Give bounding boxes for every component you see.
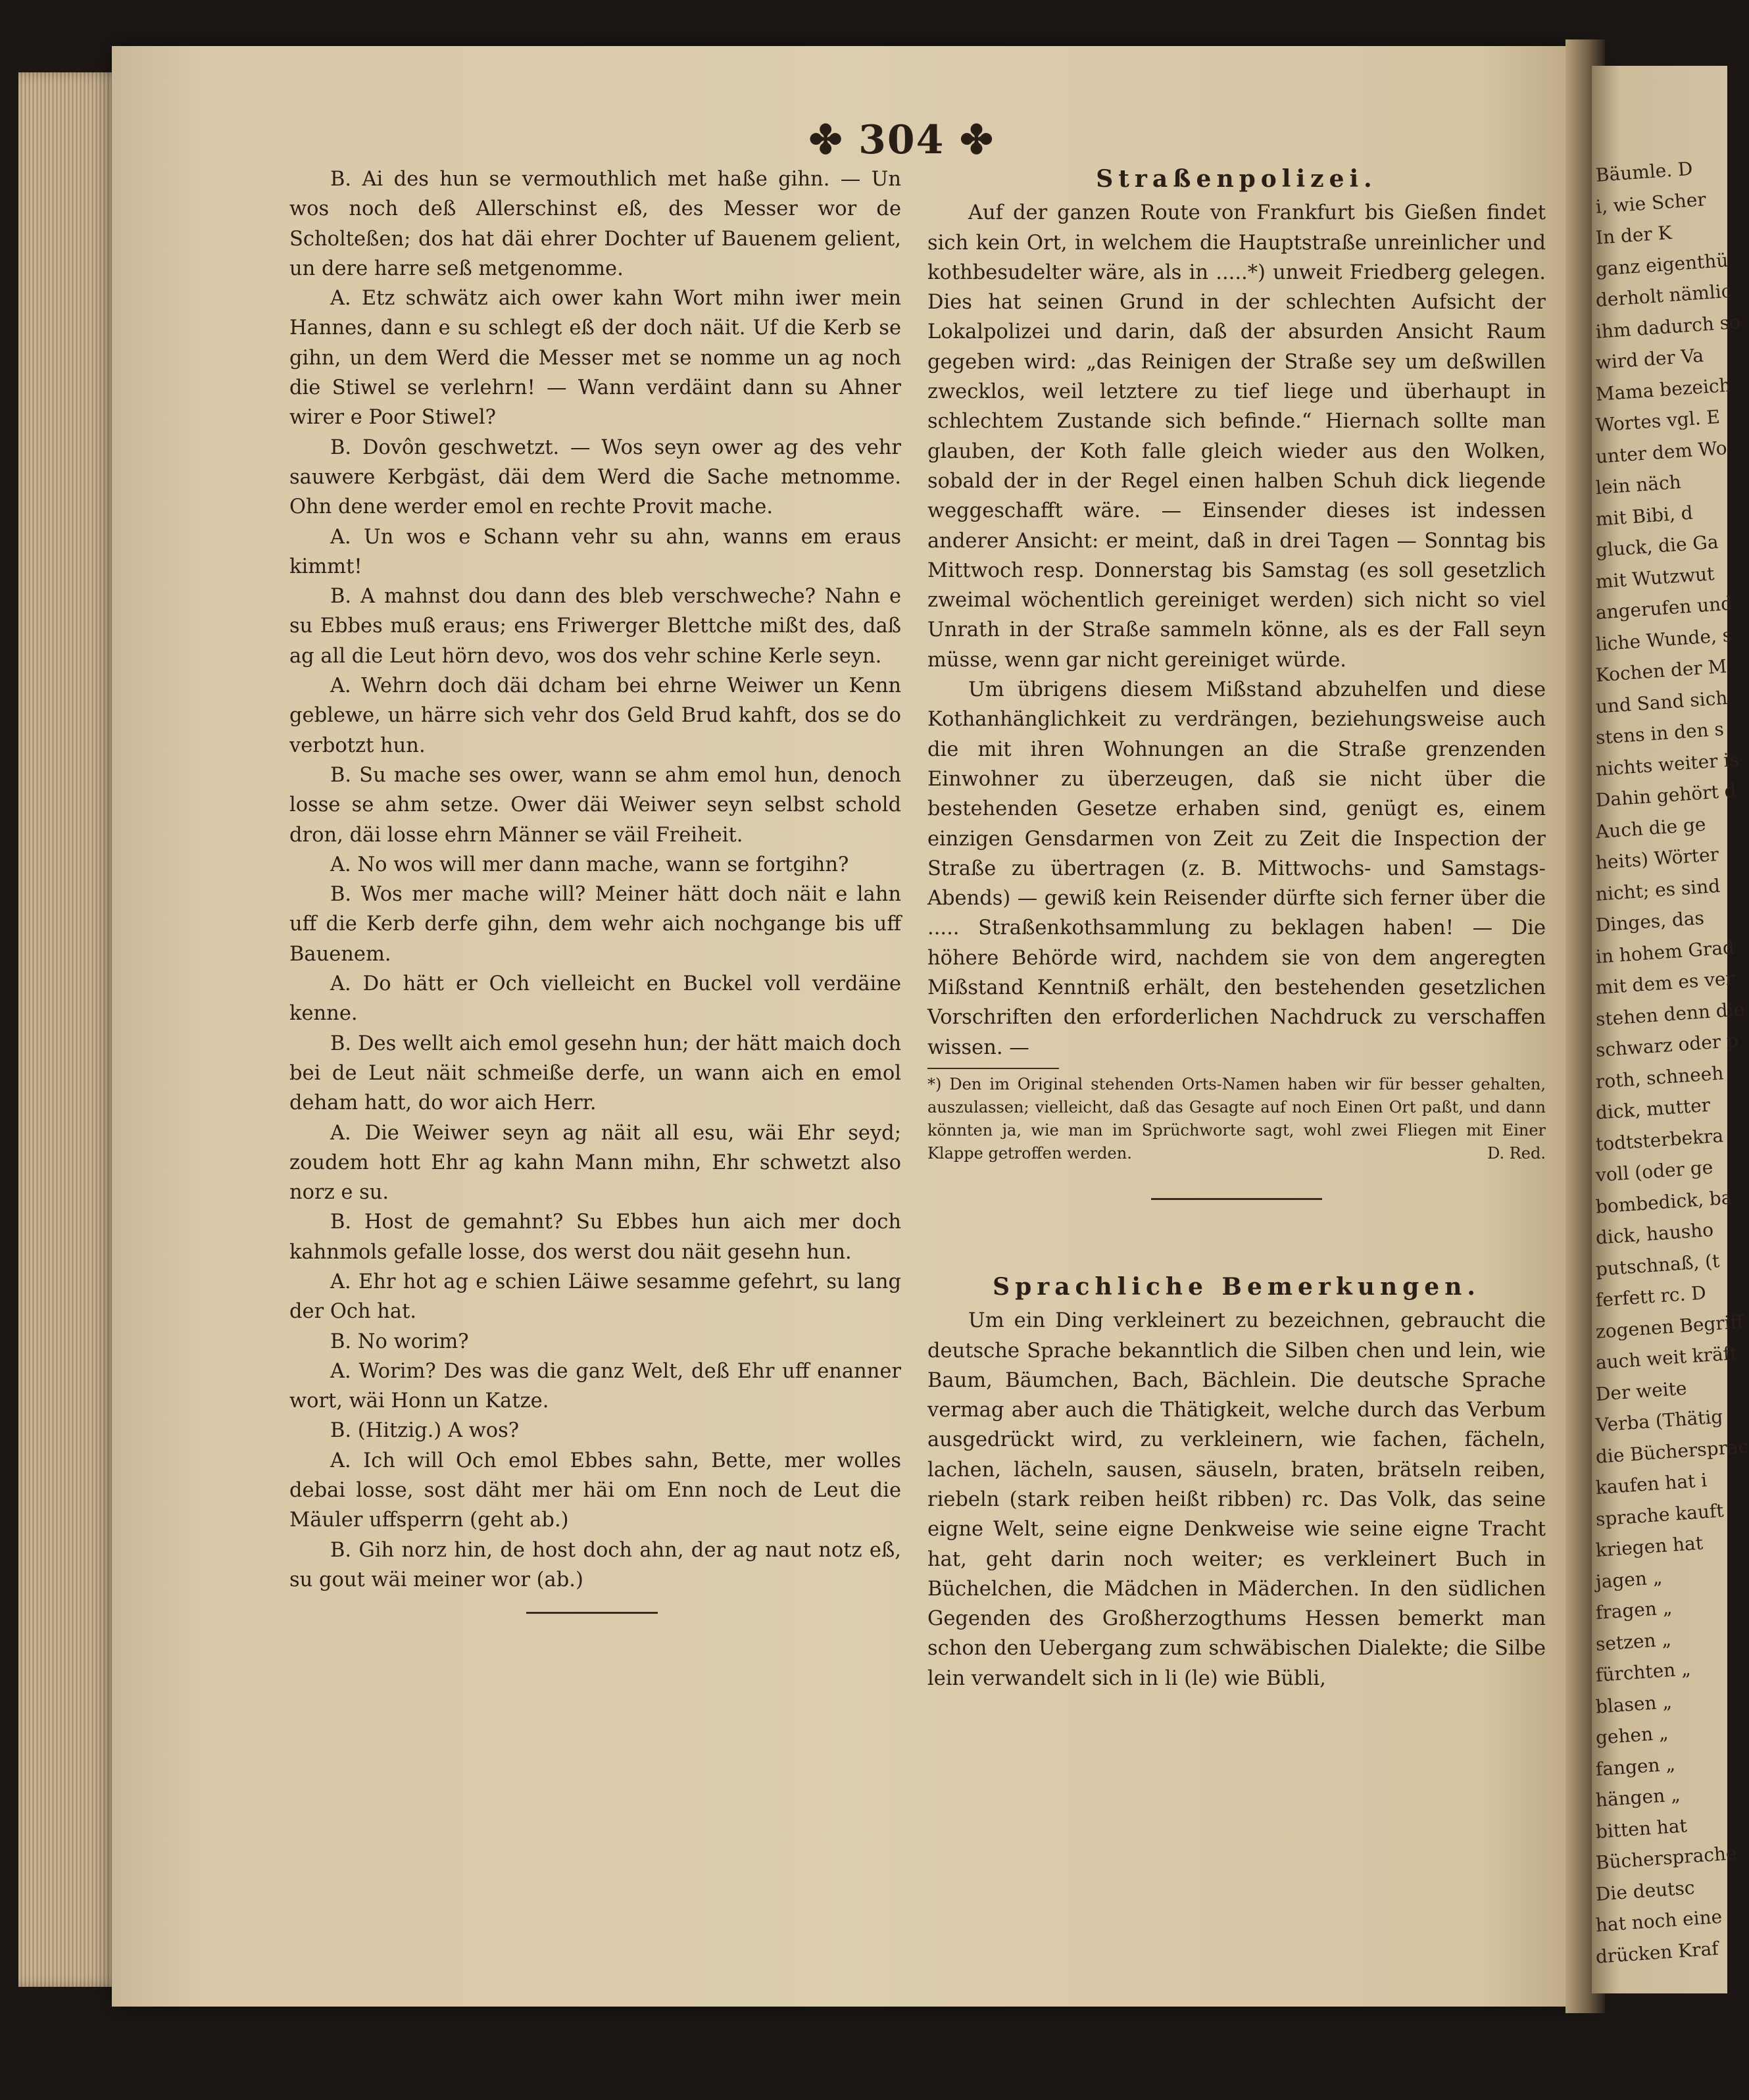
facing-page-line: ganz eigenthü xyxy=(1594,249,1729,280)
facing-page-line: In der K xyxy=(1594,221,1673,249)
paragraph: A. No wos will mer dann mache, wann se fortgihn? xyxy=(330,853,849,876)
paragraph: B. A mahnst dou dann des bleb verschweche? Nahn e su Ebbes muß eraus; ens Friwerger Blettche mißt des, daß ag all die Leut hörn devo, wos dos vehr schine Kerle seyn. xyxy=(289,585,901,668)
facing-page-line: Mama bezeich xyxy=(1594,374,1732,405)
facing-page-line: setzen „ xyxy=(1594,1628,1672,1655)
page-number: 304 xyxy=(858,117,945,163)
paragraph: B. Host de gemahnt? Su Ebbes hun aich mer doch kahnmols gefalle losse, dos werst dou näit gesehn hun. xyxy=(289,1211,901,1264)
facing-page-line: roth, schneeh xyxy=(1594,1061,1725,1093)
facing-page-line: in hohem Grad xyxy=(1594,936,1735,968)
paragraph: B. Dovôn geschwetzt. — Wos seyn ower ag des vehr sauwere Kerbgäst, däi dem Werd die Sache metnomme. Ohn dene werder emol en rechte Provit mache. xyxy=(289,436,901,519)
footnote xyxy=(927,1073,1546,1165)
facing-page-line: voll (oder ge xyxy=(1594,1156,1714,1186)
facing-page-line: nichts weiter is xyxy=(1594,748,1740,780)
facing-page-line: i, wie Scher xyxy=(1594,188,1707,218)
facing-page-line: angerufen und xyxy=(1594,592,1734,624)
facing-page-line: Wortes vgl. E xyxy=(1594,405,1721,436)
facing-page-line: auch weit kräft xyxy=(1594,1341,1738,1374)
paragraph: A. Worim? Des was die ganz Welt, deß Ehr uff enanner wort, wäi Honn un Katze. xyxy=(289,1359,901,1413)
facing-page-line: stens in den s xyxy=(1594,718,1725,749)
paragraph: B. (Hitzig.) A wos? xyxy=(330,1419,520,1443)
paragraph: A. Die Weiwer seyn ag näit all esu, wäi Ehr seyd; zoudem hott Ehr ag kahn Mann mihn, Ehr schwetzt also norz e su. xyxy=(289,1121,901,1205)
facing-page-line: kaufen hat i xyxy=(1594,1469,1708,1499)
facing-page-line: dick, hausho xyxy=(1594,1218,1715,1249)
facing-page-line: unter dem Wo xyxy=(1594,436,1728,468)
facing-page-line: mit dem es ver xyxy=(1594,967,1735,999)
section-title-sprachliche-bemerkungen: Sprachliche Bemerkungen. xyxy=(993,1272,1481,1301)
section-sprachliche-bemerkungen-body xyxy=(927,1306,1546,1693)
paragraph: Um ein Ding verkleinert zu bezeichnen, gebraucht die deutsche Sprache bekanntlich die Silben chen und lein, wie Baum, Bäumchen, Bach, Bächlein. Die deutsche Sprache vermag aber auch die Thätigkeit, welche durch das Verbum ausgedrückt wird, zu verkleinern, wie fachen, fächeln, lachen, lächeln, sausen, säuseln, braten, brätseln reiben, riebeln (stark reiben heißt ribben) rc. Das Volk, das seine eigne Welt, seine eigne Denkweise wie seine eigne Tracht hat, geht darin noch weiter; es verkleinert Buch in Büchelchen, die Mädchen in Mäderchen. In den südlichen Gegenden des Großherzogthums Hessen bemerkt man schon den Uebergang zum schwäbischen Dialekte; die Silbe lein verwandelt sich in li (le) wie Bübli, xyxy=(927,1309,1546,1690)
paragraph: A. Ich will Och emol Ebbes sahn, Bette, mer wolles debai losse, sost däht mer häi om Enn noch de Leut die Mäuler uffsperrn (geht ab.) xyxy=(289,1449,901,1532)
paragraph: B. Ai des hun se vermouthlich met haße gihn. — Un wos noch deß Allerschinst eß, des Messer wor de Scholteßen; dos hat däi ehrer Dochter uf Bauenem gelient, un dere harre seß metgenomme. xyxy=(289,168,901,280)
paragraph: A. Etz schwätz aich ower kahn Wort mihn iwer mein Hannes, dann e su schlegt eß der doch näit. Uf die Kerb se gihn, un dem Werd die Messer met se nomme un ag noch die Stiwel se verlehrn! — Wann verdäint dann su Ahner wirer e Poor Stiwel? xyxy=(289,287,901,430)
facing-page-line: Kochen der M xyxy=(1594,655,1728,686)
facing-page-line: bombedick, ba xyxy=(1594,1186,1733,1218)
facing-page-line: gluck, die Ga xyxy=(1594,531,1719,561)
facing-page-line: fürchten „ xyxy=(1594,1657,1692,1686)
end-rule xyxy=(526,1612,658,1614)
facing-page-line: mit Bibi, d xyxy=(1594,501,1694,530)
paragraph: A. Un wos e Schann vehr su ahn, wanns em eraus kimmt! xyxy=(289,525,901,578)
facing-page-line: heits) Wörter xyxy=(1594,843,1720,874)
facing-page-line: bitten hat xyxy=(1594,1814,1688,1843)
paragraph: Auf der ganzen Route von Frankfurt bis Gießen findet sich kein Ort, in welchem die Hauptstraße unreinlicher und kothbesudelter wäre, als in .....*) unweit Friedberg gelegen. Dies hat seinen Grund in der schlechten Aufsicht der Lokalpolizei und darin, daß der absurden Ansicht Raum gegeben wird: „das Reinigen der Straße sey um deßwillen zwecklos, weil letztere zu tief liege und überhaupt in schlechtem Zustande sich befinde.“ Hiernach sollte man glauben, der Koth falle gleich wieder aus den Wolken, sobald der in der Regel einen halben Schuh dick liegende weggeschafft wäre. — Einsender dieses ist indessen anderer Ansicht: er meint, daß in drei Tagen — Sonntag bis Mittwoch resp. Donnerstag bis Samstag (es soll gesetzlich zweimal wöchentlich gereiniget werden) sich nicht so viel Unrath in der Straße sammeln könne, als es der Fall seyn müsse, wenn gar nicht gereiniget würde. xyxy=(927,201,1546,672)
facing-page-line: gehen „ xyxy=(1594,1722,1669,1749)
facing-page-line: drücken Kraf xyxy=(1594,1937,1719,1968)
footnote-text: *) Den im Original stehenden Orts-Namen haben wir für besser gehalten, auszulassen; vielleicht, daß das Gesagte auf noch Einen Ort paßt, und dann könnten ja, wie man im Sprüchworte sagt, wohl zwei Fliegen mit Einer Klappe getroffen werden. xyxy=(927,1074,1546,1162)
paragraph: B. Des wellt aich emol gesehn hun; der hätt maich doch bei de Leut näit schmeiße derfe, un wann aich en emol deham hatt, do wor aich Herr. xyxy=(289,1032,901,1115)
facing-page-line: lein näch xyxy=(1594,470,1682,499)
paragraph: B. Gih norz hin, de host doch ahn, der ag naut notz eß, su gout wäi meiner wor (ab.) xyxy=(289,1538,901,1591)
facing-page-line: stehen denn die xyxy=(1594,997,1746,1030)
facing-page-line: sprache kauft xyxy=(1594,1499,1725,1530)
left-column-dialogue xyxy=(289,164,901,1614)
facing-page-line: ihm dadurch so xyxy=(1594,311,1741,343)
facing-page-line: putschnaß, (t xyxy=(1594,1249,1721,1280)
facing-page-line: Büchersprache xyxy=(1594,1842,1738,1874)
facing-page-fragment xyxy=(1592,66,1749,1993)
facing-page-line: Auch die ge xyxy=(1594,813,1707,843)
facing-page-line: fangen „ xyxy=(1594,1753,1676,1780)
footnote-signature: D. Red. xyxy=(1487,1143,1546,1162)
footnote-rule xyxy=(927,1068,1059,1069)
page-number-header xyxy=(809,117,995,163)
ornament-right-icon: ✤ xyxy=(960,117,995,163)
facing-page-line: ferfett rc. D xyxy=(1594,1282,1707,1311)
facing-page-line: jagen „ xyxy=(1594,1566,1663,1593)
facing-page-line: die Büchersprac xyxy=(1594,1435,1749,1468)
facing-page-line: Bäumle. D xyxy=(1594,157,1694,186)
facing-page-line: hängen „ xyxy=(1594,1784,1681,1811)
facing-page-line: wird der Va xyxy=(1594,344,1705,374)
facing-page-line: todtsterbekra xyxy=(1594,1124,1725,1155)
ornament-left-icon: ✤ xyxy=(809,117,844,163)
facing-page-line: dick, mutter xyxy=(1594,1093,1712,1124)
facing-page-line: mit Wutzwut xyxy=(1594,562,1715,593)
paragraph: A. Ehr hot ag e schien Läiwe sesamme gefehrt, su lang der Och hat. xyxy=(289,1270,901,1324)
facing-page-line: Die deutsc xyxy=(1594,1876,1696,1905)
facing-page-line: Verba (Thätig xyxy=(1594,1405,1724,1436)
facing-page-line: und Sand sich xyxy=(1594,686,1729,718)
facing-page-line: kriegen hat xyxy=(1594,1532,1704,1561)
right-column xyxy=(927,164,1546,1693)
facing-page-line: Der weite xyxy=(1594,1376,1688,1405)
facing-page-line: derholt nämlic xyxy=(1594,280,1733,311)
facing-page-line: blasen „ xyxy=(1594,1690,1673,1718)
paragraph: A. Wehrn doch däi dcham bei ehrne Weiwer un Kenn geblewe, un härre sich vehr dos Geld Brud kahft, dos se do verbotzt hun. xyxy=(289,674,901,757)
facing-page-line: zogenen Begriff xyxy=(1594,1310,1744,1343)
paragraph: Um übrigens diesem Mißstand abzuhelfen und diese Kothanhänglichkeit zu verdrängen, beziehungsweise auch die mit ihren Wohnungen an die Straße grenzenden Einwohner zu überzeugen, daß sie nicht über die bestehenden Gesetze erhaben sind, genügt es, einem einzigen Gensdarmen von Zeit zu Zeit die Inspection der Straße zu übertragen (z. B. Mittwochs- und Samstags-Abends) — gewiß kein Reisender dürfte sich ferner über die ..... Straßenkothsammlung zu beklagen haben! — Die höhere Behörde wird, nachdem sie von dem angeregten Mißstand Kenntniß erhält, den bestehenden gesetzlichen Vorschriften den erforderlichen Nachdruck zu verschaffen wissen. — xyxy=(927,678,1546,1059)
facing-page-line: Dinges, das xyxy=(1594,907,1705,936)
facing-page-line: fragen „ xyxy=(1594,1596,1673,1624)
facing-page-line: liche Wunde, s xyxy=(1594,624,1733,655)
paragraph: A. Do hätt er Och vielleicht en Buckel voll verdäine kenne. xyxy=(289,972,901,1026)
paragraph: B. Su mache ses ower, wann se ahm emol hun, denoch losse se ahm setze. Ower däi Weiwer seyn selbst schold dron, däi losse ehrn Männer se väil Freiheit. xyxy=(289,763,901,847)
facing-page-line: schwarz oder p xyxy=(1594,1029,1739,1061)
section-strassenpolizei-body xyxy=(927,198,1546,1062)
paragraph: B. No worim? xyxy=(330,1330,469,1353)
facing-page-line: nicht; es sind xyxy=(1594,874,1721,905)
section-title-strassenpolizei: Straßenpolizei. xyxy=(1096,165,1377,193)
paragraph: B. Wos mer mache will? Meiner hätt doch näit e lahn uff die Kerb derfe gihn, dem wehr aich nochgange bis uff Bauenem. xyxy=(289,883,901,966)
facing-page-line: hat noch eine xyxy=(1594,1905,1723,1936)
section-divider xyxy=(1151,1198,1322,1200)
facing-page-line: Dahin gehört d xyxy=(1594,780,1737,811)
